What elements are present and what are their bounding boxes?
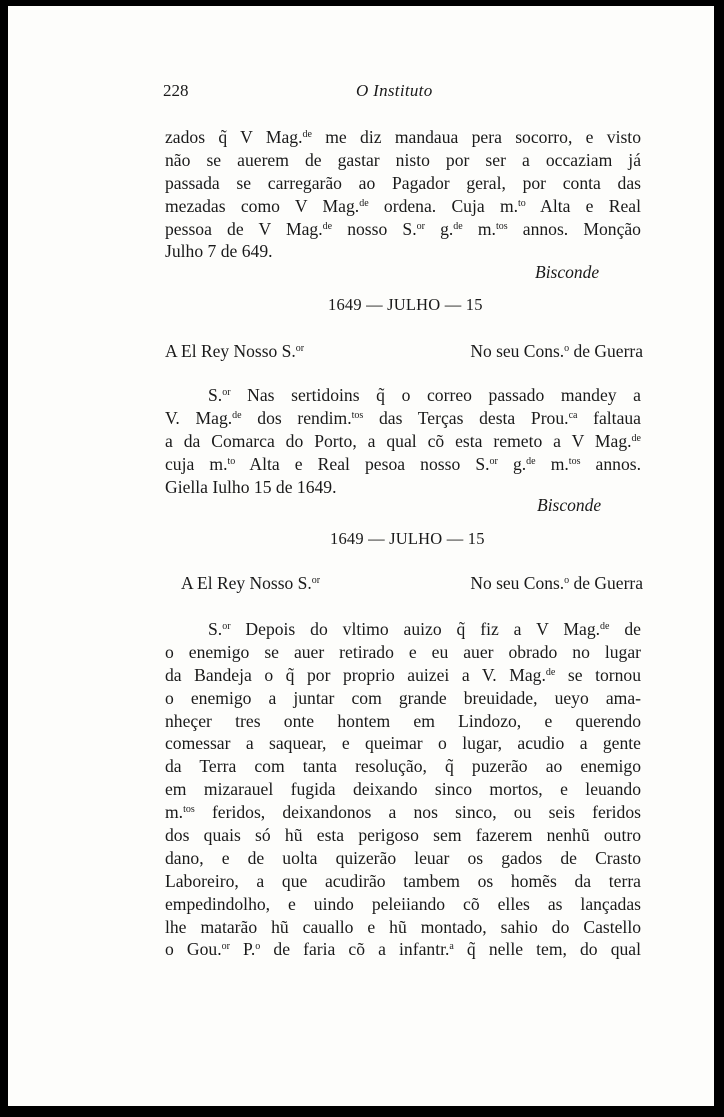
text-line: em mizarauel fugida deixando sinco mortos, e leuando (165, 779, 641, 800)
council: No seu Cons.$^o$ de Guerra (470, 341, 643, 361)
text-line: não se auerem de gastar nisto por ser a occaziam já (165, 149, 641, 170)
letter3-text (165, 618, 641, 961)
running-title: O Instituto (356, 81, 433, 100)
text-line: mezadas como V Mag.$^{de}$ ordena. Cuja m.$^{to}$ Alta e Real (165, 195, 641, 216)
text-line: S.$^{or}$ Depois do vltimo auizo q̃ fiz a V Mag.$^{de}$ de (208, 619, 641, 639)
text-line: da Bandeja o q̃ por proprio auizei a V. Mag.$^{de}$ se tornou (165, 664, 642, 685)
signature: Bisconde (537, 495, 602, 515)
text-line: Laboreiro, a que acudirão tambem os homẽs da terra (165, 870, 641, 891)
running-header (163, 81, 633, 107)
text-line: pessoa de V Mag.$^{de}$ nosso S.$^{or}$ g.$^{de}$ m.$^{tos}$ annos. Monção (165, 218, 641, 239)
letter-date: 1649 — JULHO — 15 (330, 529, 485, 548)
text-line: m.$^{tos}$ feridos, deixandonos a nos sinco, ou seis feridos (165, 802, 641, 823)
letter-date: 1649 — JULHO — 15 (328, 295, 483, 314)
letter2-text (165, 384, 641, 498)
page-number: 228 (163, 81, 189, 100)
text-line: nheçer tres onte hontem em Lindozo, e querendo (165, 710, 641, 731)
text-line: o enemigo a juntar com grande breuidade, ueyo ama- (165, 687, 641, 708)
addressee: A El Rey Nosso S.$^{or}$ (181, 573, 321, 593)
text-line: zados q̃ V Mag.$^{de}$ me diz mandaua pera socorro, e visto (165, 127, 641, 147)
text-line: comessar a saquear, e queimar o lugar, acudio a gente (165, 733, 641, 754)
text-line: V. Mag.$^{de}$ dos rendim.$^{tos}$ das Terças desta Prou.$^{ca}$ faltaua (165, 407, 641, 428)
addressee: A El Rey Nosso S.$^{or}$ (165, 341, 305, 361)
text-line: o Gou.$^{or}$ P.$^o$ de faria cõ a infantr.$^a$ q̃ nelle tem, do qual (165, 939, 641, 960)
text-line: cuja m.$^{to}$ Alta e Real pesoa nosso S.$^{or}$ g.$^{de}$ m.$^{tos}$ annos. (165, 453, 642, 474)
letter1-text (165, 126, 641, 263)
text-line: S.$^{or}$ Nas sertidoins q̃ o correo passado mandey a (208, 385, 641, 405)
text-line: passada se carregarão ao Pagador geral, por conta das (165, 172, 641, 193)
text-line: lhe matarão hũ cauallo e hũ montado, sahio do Castello (165, 916, 641, 937)
text-line: dos quais só hũ esta perigoso sem fazerem nenhũ outro (165, 825, 641, 846)
text-line: empedindolho, e uindo peleiiando cõ elles as lançadas (165, 893, 641, 914)
text-line: Julho 7 de 649. (165, 241, 273, 262)
text-line: dano, e de uolta quizerão leuar os gados de Crasto (165, 847, 641, 868)
signature: Bisconde (535, 262, 600, 282)
council: No seu Cons.$^o$ de Guerra (470, 573, 643, 593)
text-line: o enemigo se auer retirado e eu auer obrado no lugar (165, 641, 641, 662)
text-line: da Terra com tanta resolução, q̃ puzerão ao enemigo (165, 756, 641, 777)
text-line: Giella Iulho 15 de 1649. (165, 476, 337, 497)
text-line: a da Comarca do Porto, a qual cõ esta remeto a V Mag.$^{de}$ (165, 430, 641, 451)
